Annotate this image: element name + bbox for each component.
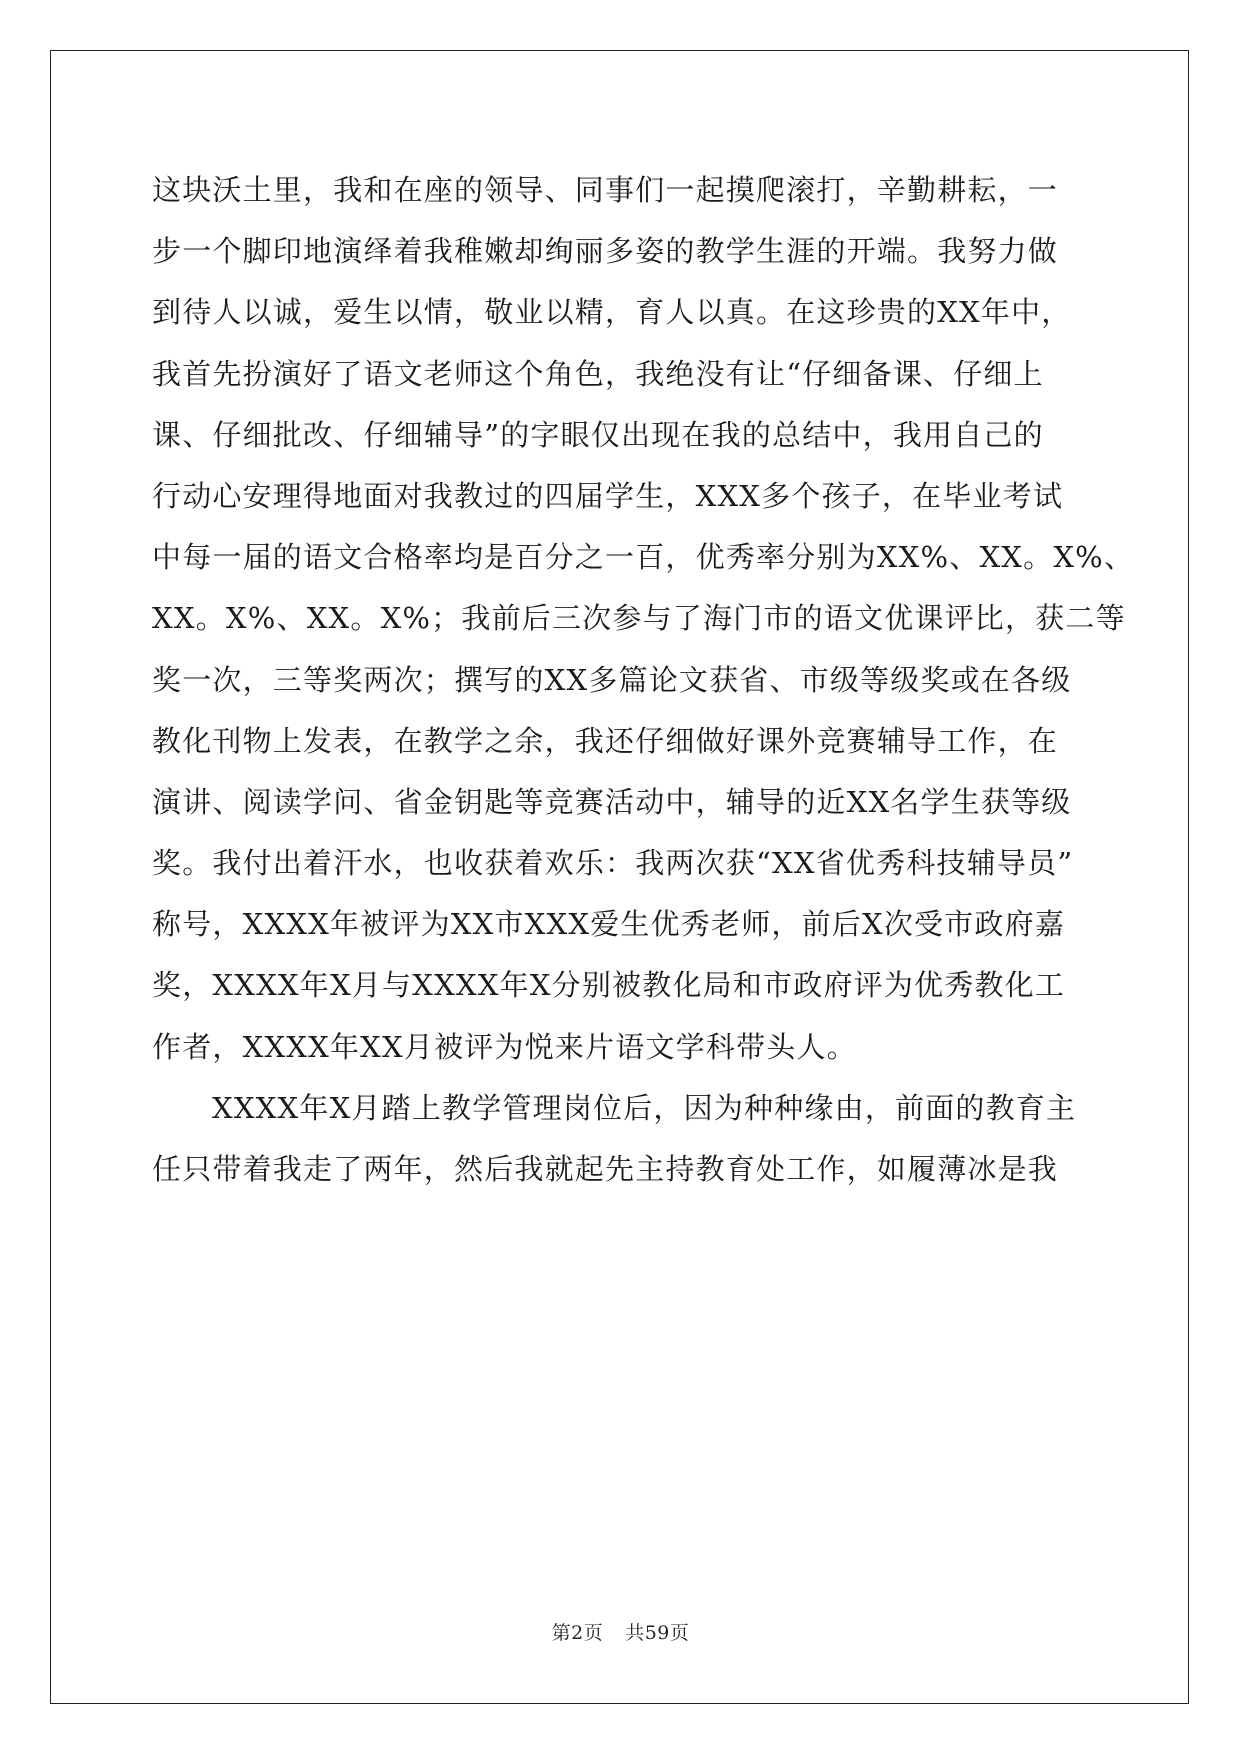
text-line: 教化刊物上发表，在教学之余，我还仔细做好课外竞赛辅导工作，在 [152, 723, 1059, 758]
text-line: 到待人以诚，爱生以情，敬业以精，育人以真。在这珍贵的XX年中， [152, 295, 1072, 330]
text-line: 作者，XXXX年XX月被评为悦来片语文学科带头人。 [152, 1029, 857, 1064]
document-body [152, 160, 1135, 1200]
text-line: 我首先扮演好了语文老师这个角色，我绝没有让“仔细备课、仔细上 [152, 356, 1044, 391]
text-line: 中每一届的语文合格率均是百分之一百，优秀率分别为XX%、XX。X%、 [152, 540, 1135, 575]
text-line: 奖一次，三等奖两次；撰写的XX多篇论文获省、市级等级奖或在各级 [152, 662, 1072, 697]
text-line: 这块沃土里，我和在座的领导、同事们一起摸爬滚打，辛勤耕耘，一 [152, 173, 1059, 207]
text-line: XX。X%、XX。X%；我前后三次参与了海门市的语文优课评比，获二等 [152, 601, 1126, 636]
text-line: 奖。我付出着汗水，也收获着欢乐：我两次获“XX省优秀科技辅导员” [152, 846, 1074, 881]
text-line: 行动心安理得地面对我教过的四届学生，XXX多个孩子，在毕业考试 [152, 478, 1064, 513]
page-footer [0, 1618, 1241, 1645]
paragraph-start-line: XXXX年X月踏上教学管理岗位后，因为种种缘由，前面的教育主 [212, 1090, 1077, 1125]
text-line: 演讲、阅读学问、省金钥匙等竞赛活动中，辅导的近XX名学生获等级 [152, 784, 1072, 819]
page-number: 第2页 [551, 1622, 604, 1644]
text-line: 步一个脚印地演绎着我稚嫩却绚丽多姿的教学生涯的开端。我努力做 [152, 234, 1059, 269]
page-total: 共59页 [625, 1622, 690, 1644]
text-line: 称号，XXXX年被评为XX市XXX爱生优秀老师，前后X次受市政府嘉 [152, 907, 1066, 942]
text-line: 课、仔细批改、仔细辅导”的字眼仅出现在我的总结中，我用自己的 [152, 417, 1044, 452]
text-line: 奖，XXXX年X月与XXXX年X分别被教化局和市政府评为优秀教化工 [152, 968, 1066, 1003]
text-line: 任只带着我走了两年，然后我就起先主持教育处工作，如履薄冰是我 [152, 1152, 1059, 1186]
